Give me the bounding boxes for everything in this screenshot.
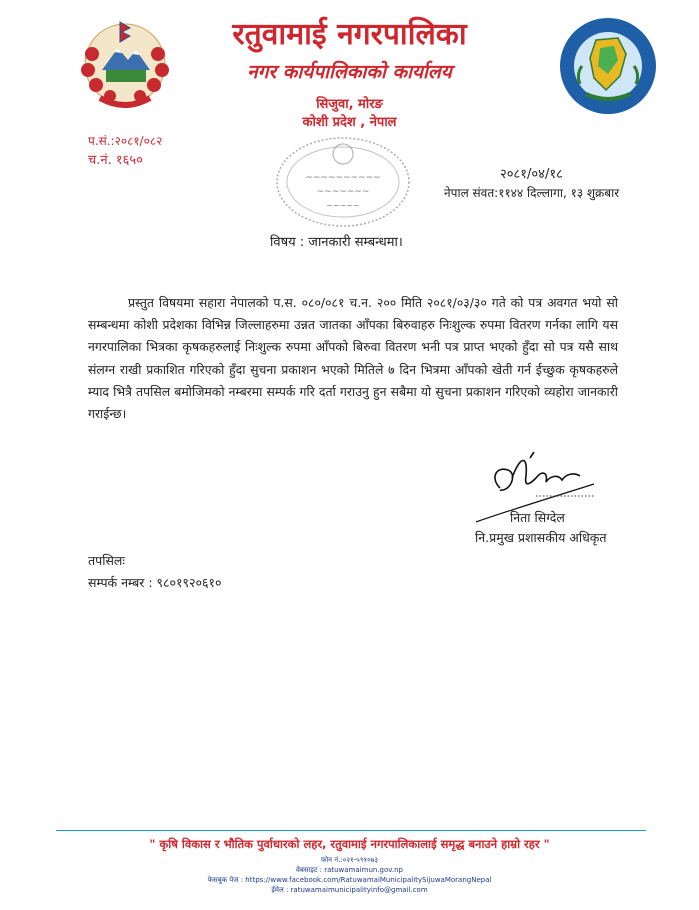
- letter-subject: विषय : जानकारी सम्बन्धमा।: [270, 235, 403, 250]
- svg-text:~~~~~~~~~~: ~~~~~~~~~~: [305, 173, 381, 183]
- details-label: तपसिलः: [88, 553, 125, 568]
- address-line-2: कोशी प्रदेश , नेपाल: [302, 115, 397, 130]
- dispatch-number: च.नं. १६५०: [88, 153, 143, 168]
- footer-divider: [56, 830, 646, 831]
- official-stamp: [272, 132, 414, 232]
- signatory-name: निता सिग्देल: [510, 510, 565, 525]
- letter-body: [88, 292, 618, 425]
- signatory-title: नि.प्रमुख प्रशासकीय अधिकृत: [475, 530, 607, 545]
- office-subtitle: नगर कार्यपालिकाको कार्यालय: [247, 61, 452, 83]
- body-paragraph: प्रस्तुत विषयमा सहारा नेपालको प.स. ०८०/०८१ च.न. २०० मिति २०८१/०३/३० गते को पत्र अवगत भयो सो सम्बन्धमा कोशी प्रदेशका विभिन्न जिल्लाहरुमा उन्नत जातका आँपका बिरुवाहरु निःशुल्क रुपमा वितरण गर्नका लागि यस नगरपालिका भित्रका कृषकहरुलाई निःशुल्क रुपमा आँपको बिरुवा वितरण भनी पत्र प्राप्त भएको हुँदा सो पत्र यसै साथ संलग्न राखी प्रकाशित गरिएको हुँदा सुचना प्रकाशन भएको मितिले ७ दिन भित्रमा आँपको खेती गर्न ईच्छुक कृषकहरुले म्याद भित्रै तपसिल बमोजिमको नम्बरमा सम्पर्क गरि दर्ता गराउनु हुन सबैमा यो सुचना प्रकाशन गरिएको व्यहोरा जानकारी गराईन्छ।: [88, 295, 618, 422]
- svg-text:~~~~~: ~~~~~: [326, 201, 360, 210]
- municipality-title: रतुवामाई नगरपालिका: [232, 17, 467, 52]
- footer-email[interactable]: ईमेल : ratuwamaimunicipalityinfo@gmail.com: [271, 886, 428, 894]
- footer-facebook[interactable]: फेसबुक पेज : https://www.facebook.com/RatuwamaiMunicipalitySijuwaMorangNepal: [207, 876, 492, 884]
- contact-number: सम्पर्क नम्बर : ९८०१९२०६१०: [88, 575, 222, 590]
- footer-phone: फोन नं.:०२१-५९१०७३: [320, 856, 379, 864]
- letter-date: २०८१/०४/१८: [500, 167, 563, 182]
- footer-website[interactable]: वेबसाइट : ratuwamaimun.gov.np: [296, 866, 403, 874]
- svg-text:~~~~~~~: ~~~~~~~: [316, 187, 370, 197]
- reference-number: प.सं.:२०८१/०८२: [88, 134, 163, 148]
- nepal-sambat-date: नेपाल संवत:११४४ दिल्लागा, १३ शुक्रबार: [444, 186, 620, 200]
- footer-slogan: " कृषि विकास र भौतिक पुर्वाधारको लहर, रतुवामाई नगरपालिकालाई समृद्ध बनाउने हाम्रो रहर ": [149, 837, 550, 851]
- address-line-1: सिजुवा, मोरङ: [316, 97, 383, 112]
